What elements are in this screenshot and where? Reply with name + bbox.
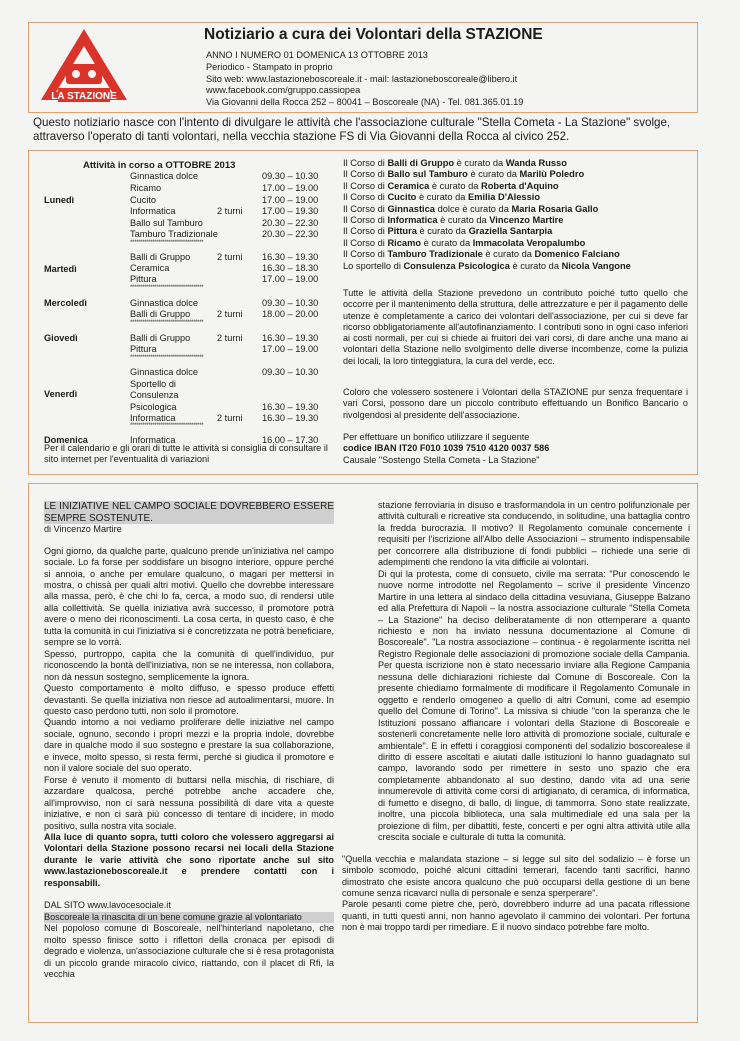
schedule-row: [130, 402, 340, 413]
activity-time: 17.00 – 19.00: [262, 183, 319, 193]
web-source: DAL SITO www.lavocesociale.it: [44, 900, 171, 911]
day-domenica: Domenica: [44, 435, 88, 445]
course-person: Nicola Vangone: [561, 260, 631, 271]
activity-time: 16.30 – 19.30: [262, 333, 319, 343]
article-paragraph: Forse è venuto il momento di buttarsi nella mischia, di rischiare, di azzardare qualcosa, perché potrebbe anche accadere che, all'improvviso, non ci sarà nessuna possibilità di dare vita a queste iniziative, e non ci sarà più concesso di tentare di incidere, in modo positivo, sulla nostra vita sociale.: [44, 774, 334, 831]
course-course: Ceramica: [387, 180, 430, 191]
activity-name: Balli di Gruppo: [130, 333, 191, 343]
activities-footer: Per il calendario e gli orari di tutte le attività si consiglia di consultare il sito internet per l'eventualità di variazioni: [44, 443, 328, 465]
activity-time: 16.30 – 19.30: [262, 252, 319, 262]
article-paragraph: Ogni giorno, da qualche parte, qualcuno prende un'iniziativa nel campo sociale. Lo fa forse per soddisfare un bisogno interiore, oppure perché si annoia, o anche per emulare qualcuno, o magari per mettersi in mostra, o chissà per quali altri motivi. Quello che dovrebbe interessare alla massa, però, è che chi lo fa, cerca, a modo suo, di rendersi utile alla collettività. Se quella iniziativa avrà successo, il promotore potrà avere o meno dei riconoscimenti. La cosa certa, in questo caso, è che tutta la comunità in cui l'iniziativa si è concretizzata ne potrà beneficiare, sempre se lo vorrà.: [44, 545, 334, 648]
activity-time: 09.30 – 10.30: [262, 171, 319, 181]
activity-name: Balli di Gruppo: [130, 252, 191, 262]
course-pre: Il Corso di: [343, 158, 388, 168]
activity-time: 17.00 – 19.00: [262, 344, 319, 354]
course-person: Roberta d'Aquino: [481, 180, 559, 191]
schedule-row: [130, 263, 340, 274]
course-course: Balli di Gruppo: [387, 158, 455, 168]
article-left-column: [44, 501, 334, 980]
course-course: Ballo sul Tamburo: [387, 169, 468, 180]
schedule-row: [130, 344, 340, 355]
periodico-line: Periodico - Stampato in proprio: [206, 61, 333, 72]
course-mid: è curato da: [467, 169, 520, 180]
activity-time: 16.30 – 19.30: [262, 402, 319, 412]
causale: Causale "Sostengo Stella Cometa - La Stazione": [343, 454, 540, 465]
activity-time: 20.30 – 22.30: [262, 229, 319, 239]
bank-line: Per effettuare un bonifico utilizzare il seguente: [343, 432, 530, 442]
activity-name: Ginnastica dolce: [130, 171, 198, 181]
activity-name: Psicologica: [130, 402, 177, 412]
header-info: [206, 50, 523, 109]
logo-text: LA STAZIONE: [51, 91, 117, 102]
course-line: [343, 226, 693, 237]
activity-turni: 2 turni: [217, 206, 243, 216]
article-paragraph: Questo comportamento è molto diffuso, e spesso produce effetti devastanti. Se quella iniziativa non riesce ad autoalimentarsi, muore. In questo caso perdono tutti, non solo il promotore.: [44, 683, 334, 716]
activity-time: 16.30 – 19.30: [262, 413, 319, 423]
course-pre: Il Corso di: [343, 180, 388, 191]
schedule-row: [130, 206, 340, 217]
course-pre: Il Corso di: [343, 203, 388, 214]
course-pre: Il Corso di: [343, 226, 388, 237]
separator: ************************************: [130, 240, 204, 246]
facebook-line: www.facebook.com/gruppo.cassiopea: [206, 85, 361, 96]
article-headline: LE INIZIATIVE NEL CAMPO SOCIALE DOVREBBERO ESSERE SEMPRE SOSTENUTE.: [44, 501, 334, 524]
course-mid: è curato da: [416, 226, 469, 237]
support-text: Tutte le attività della Stazione prevedono un contributo poiché tutto quello che occorre per il mantenimento della struttura, delle attrezzature e per il pagamento delle utenze è completamente a carico dei volontari dell'associazione, per cui si deve far ricorso obbligatoriamente all'autofinanziamento. I contributi sono in ogni caso inferiori ai costi normali, per cui si chiede ai fruitori dei vari corsi, di dare anche una mano ai volontari della Stazione nello svolgimento delle diverse incombenze, come la pulizia dei locali, la loro tinteggiatura, la cura del verde, ecc.: [343, 288, 688, 366]
course-person: Vincenzo Martire: [489, 215, 564, 226]
activity-time: 20.30 – 22.30: [262, 218, 319, 228]
activity-name: Balli di Gruppo: [130, 309, 191, 319]
la-stazione-logo: [38, 26, 130, 106]
course-pre: Il Corso di: [343, 249, 388, 260]
course-course: Ginnastica: [387, 203, 435, 214]
activity-name: Informatica: [130, 435, 176, 445]
course-mid: è curato da: [421, 237, 473, 248]
course-pre: Il Corso di: [343, 215, 388, 226]
course-line: [343, 238, 693, 249]
courses-list: [343, 158, 693, 272]
activity-time: 18.00 – 20.00: [262, 309, 319, 319]
course-mid: è curato da: [509, 260, 562, 271]
day-lunedi: Lunedì: [44, 195, 75, 205]
schedule-row: [130, 379, 340, 390]
separator: ************************************: [130, 355, 204, 361]
course-course: Tamburo Tradizionale: [387, 249, 483, 260]
course-person: Wanda Russo: [505, 158, 567, 168]
day-mercoledi: Mercoledì: [44, 298, 87, 308]
web-article-text: Nel popoloso comune di Boscoreale, nell'hinterland napoletano, che molto spesso finisce sotto i riflettori della cronaca per episodi di degrado e violenza, un'associazione culturale che si è resa protagonista di un piccolo grande miracolo civico, riattando, con il placet di Rfi, la vecchia: [44, 923, 334, 979]
day-venerdi: Venerdì: [44, 389, 78, 399]
web-article-text: Parole pesanti come pietre che, però, dovrebbero indurre ad una pacata riflessione quanti, in tutti questi anni, non hanno agevolato il cammino dei volontari. Per fortuna non è mai troppo tardi per rimediare. E il nuovo sindaco potrebbe fare molto.: [342, 899, 690, 933]
course-course: Cucito: [387, 192, 417, 203]
activity-name: Pittura: [130, 274, 157, 284]
schedule-row: [130, 252, 340, 263]
course-line: [343, 261, 693, 272]
schedule-row: [130, 298, 340, 309]
separator: ************************************: [130, 320, 204, 326]
bank-info: [343, 432, 688, 466]
course-line: [343, 204, 693, 215]
article-call-to-action: Alla luce di quanto sopra, tutti coloro che volessero aggregarsi ai Volontari della Stazione possono recarsi nei locali della Stazione durante le varie attività che sono riportate anche sul sito www.lastazioneboscoreale.it e prendere contatti con i responsabili.: [44, 831, 334, 888]
course-course: Ricamo: [387, 237, 422, 248]
separator: ************************************: [130, 285, 204, 291]
address-line: Via Giovanni della Rocca 252 – 80041 – Boscoreale (NA) - Tel. 081.365.01.19: [206, 97, 524, 108]
course-line: [343, 181, 693, 192]
activity-turni: 2 turni: [217, 333, 243, 343]
course-mid: è curato da: [454, 158, 506, 168]
course-line: [343, 215, 693, 226]
activity-time: 17.00 – 19.00: [262, 274, 319, 284]
activity-time: 17.00 – 19.30: [262, 206, 319, 216]
activity-time: 09.30 – 10.30: [262, 367, 319, 377]
course-line: [343, 158, 693, 169]
course-pre: Il Corso di: [343, 169, 388, 180]
activity-name: Consulenza: [130, 390, 179, 400]
activity-name: Ginnastica dolce: [130, 367, 198, 377]
activity-name: Ginnastica dolce: [130, 298, 198, 308]
course-course: Informatica: [387, 215, 438, 226]
article-author: di Vincenzo Martire: [44, 524, 122, 535]
issue-line: ANNO I NUMERO 01 DOMENICA 13 OTTOBRE 2013: [206, 50, 428, 60]
activity-time: 17.00 – 19.00: [262, 195, 319, 205]
course-course: Consulenza Psicologica: [403, 260, 510, 271]
activity-name: Sportello di: [130, 379, 176, 389]
article-paragraph: Spesso, purtroppo, capita che la comunità di quell'individuo, pur riconoscendo la bontà dell'iniziativa, non se ne interessa, non collabora, non dà nessun sostegno, semplicemente la ignora.: [44, 648, 334, 682]
activities-title: Attività in corso a OTTOBRE 2013: [83, 160, 236, 171]
course-course: Pittura: [387, 226, 417, 237]
activity-name: Cucito: [130, 195, 157, 205]
course-mid: è curato da: [437, 215, 490, 226]
course-person: Emilia D'Alessio: [468, 192, 541, 203]
activity-turni: 2 turni: [217, 309, 243, 319]
activity-time: 16.30 – 18.30: [262, 263, 319, 273]
activity-name: Informatica: [130, 206, 176, 216]
schedule-row: [130, 309, 340, 320]
activity-name: Ceramica: [130, 263, 170, 273]
course-person: Marilù Poledro: [519, 169, 585, 180]
schedule-row: [130, 274, 340, 285]
course-pre: Il Corso di: [343, 192, 388, 203]
web-article-text: Di qui la protesta, come di consueto, civile ma serrata: "Pur conoscendo le nuove norme introdotte nel Regolamento – scrive il presidente Vincenzo Martire in una lettera al sindaco della cittadina vesuviana, Giuseppe Balzano ed alla Prefettura di Napoli – la nostra associazione culturale "Stella Cometa – La Stazione" ha deciso deliberatamente di non ottemperare a quanto richiesto e non ha inviato nessuna documentazione al Comune di Boscoreale". "La nostra associazione – continua - è regolarmente iscritta nel Registro Regionale delle associazioni di promozione sociale della Campania. Per questa iscrizione non è stato necessario inviare alla Regione Campania nessuna delle dichiarazioni richieste dal Comune di Boscoreale. Con la presente chiediamo formalmente di modificare il Regolamento Comunale in oggetto e renderlo omogeneo a quello di altri Comuni, come ad esempio quello del Comune di Torino". La missiva si chiude "con la speranza che le Istituzioni possano affiancare i volontari della Stazione di Boscoreale e sostenerli concretamente nelle loro attività di promozione sociale, culturale e ambientale". E in effetti i coraggiosi componenti del sodalizio boscorealese il diritto di essere ascoltati e aiutati dalle istituzioni lo hanno guadagnato sul campo, lavorando sodo per rimettere in sesto uno spazio che era completamente abbandonato al suo destino, dando vita ad una serie innumerevole di attività come corsi di artigianato, di ceramica, di informatica, di fumetto e disegno, di ballo, di lingue, di tammorra. Sono state realizzate, inoltre, una piccola biblioteca, una sala multimediale ed una sala per la proiezione di film, per dibattiti, feste, concerti e per ogni altra attività utile alla crescita sociale e culturale di tutta la comunità.: [378, 568, 690, 843]
web-article-text: stazione ferroviaria in disuso e trasformandola in un centro polifunzionale per attività culturali e ricreative sta conducendo, in solitudine, una battaglia contro la fredda burocrazia. Il motivo? Il Regolamento comunale concernente i requisiti per l'iscrizione all'Albo delle Associazioni – strumento indispensabile per concorrere alla distribuzione di fondi pubblici – richiede una serie di adempimenti che rendono la vita difficile ai volontari.: [378, 500, 690, 568]
activity-turni: 2 turni: [217, 413, 243, 423]
course-mid: dolce è curato da: [434, 203, 512, 214]
iban: codice IBAN IT20 F010 1039 7510 4120 0037 586: [343, 443, 550, 454]
activity-time: 16.00 – 17.30: [262, 435, 319, 445]
article-paragraph: Quando intorno a noi vediamo proliferare delle iniziative nel campo sociale, ognuno, secondo i propri mezzi e la propria indole, dovrebbe dare in qualche modo il suo sostegno e prestare la sua collaborazione, e invece, molto spesso, si resta fermi, perché si giudica il promotore e non il valore sociale del suo operato.: [44, 717, 334, 774]
course-pre: Il Corso di: [343, 237, 388, 248]
activity-name: Informatica: [130, 413, 176, 423]
schedule-row: [130, 333, 340, 344]
course-person: Maria Rosaria Gallo: [511, 203, 599, 214]
course-line: [343, 249, 693, 260]
day-giovedi: Giovedì: [44, 333, 78, 343]
activity-time: 09.30 – 10.30: [262, 298, 319, 308]
course-person: Domenico Falciano: [534, 249, 620, 260]
course-person: Immacolata Veropalumbo: [472, 237, 586, 248]
schedule-row: [130, 367, 340, 378]
schedule-row: [130, 229, 340, 240]
intro-text: Questo notiziario nasce con l'intento di divulgare le attività che l'associazione culturale "Stella Cometa - La Stazione" svolge, attraverso l'operato di tanti volontari, nella vecchia stazione FS di Via Giovanni della Rocca al civico 252.: [33, 116, 671, 144]
course-mid: è curato da: [429, 180, 481, 191]
day-martedi: Martedì: [44, 264, 77, 274]
course-line: [343, 192, 693, 203]
donation-text: Coloro che volessero sostenere i Volontari della STAZIONE pur senza frequentare i vari Corsi, possono dare un piccolo contributo effettuando un Bonifico Bancario o rivolgendosi al presidente dell'associazione.: [343, 387, 688, 420]
course-pre: Lo sportello di: [343, 260, 404, 271]
course-line: [343, 169, 693, 180]
newsletter-title: Notiziario a cura dei Volontari della STAZIONE: [204, 26, 543, 43]
activity-name: Tamburo Tradizionale: [130, 229, 218, 239]
schedule-row: [130, 171, 340, 182]
activity-name: Ricamo: [130, 183, 162, 193]
activity-name: Pittura: [130, 344, 157, 354]
web-article-quote: "Quella vecchia e malandata stazione – si legge sul sito del sodalizio – è forse un simbolo scomodo, poiché alcuni cittadini temerari, facendo tanti sacrifici, hanno dimostrato che esiste ancora qualcuno che può occuparsi della gestione di un bene comune senza ricavarci nulla di personale e senza sperperare".: [342, 853, 690, 898]
website-line: Sito web: www.lastazioneboscoreale.it - mail: lastazioneboscoreale@libero.it: [206, 73, 518, 84]
separator: ************************************: [130, 423, 204, 429]
schedule-row: [130, 390, 340, 401]
schedule-row: [130, 218, 340, 229]
web-headline: Boscoreale la rinascita di un bene comune grazie al volontariato: [44, 912, 334, 923]
course-person: Graziella Santarpia: [468, 226, 553, 237]
article-right-column: [342, 500, 690, 934]
course-mid: è curato da: [482, 249, 535, 260]
activity-turni: 2 turni: [217, 252, 243, 262]
course-mid: è curato da: [416, 192, 469, 203]
activity-name: Ballo sul Tamburo: [130, 218, 203, 228]
schedule-row: [130, 183, 340, 194]
schedule-row: [130, 195, 340, 206]
